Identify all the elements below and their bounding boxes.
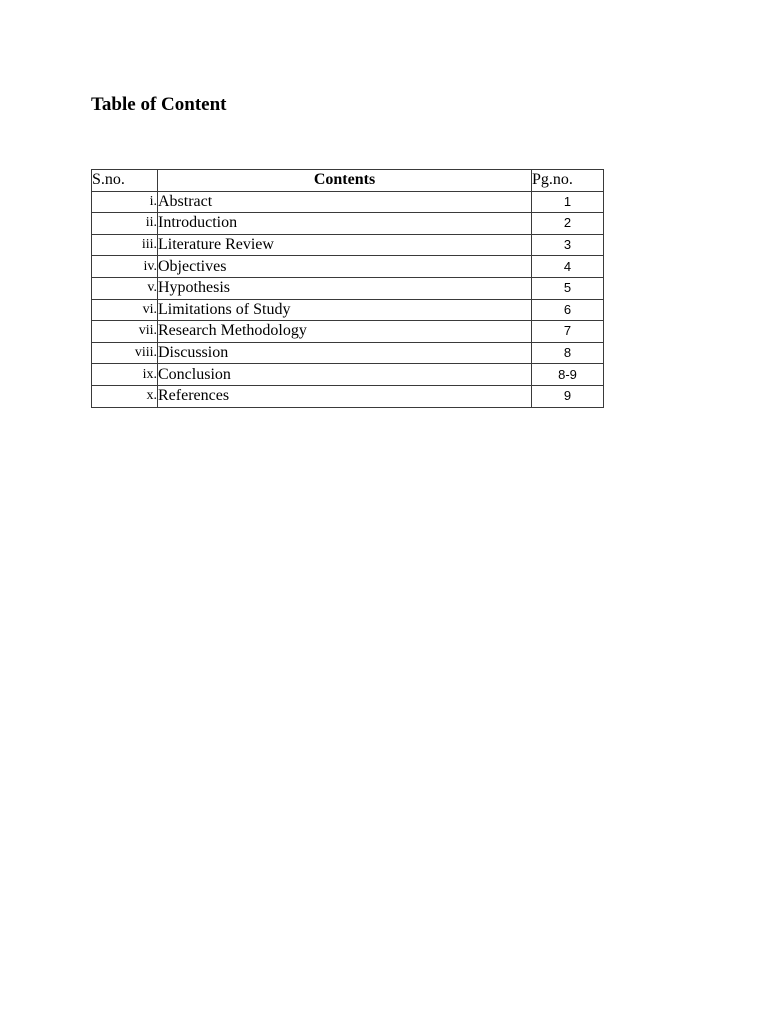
row-page: 2 [532, 213, 604, 235]
table-row [92, 299, 604, 321]
row-page: 7 [532, 321, 604, 343]
row-sno: iii. [92, 234, 158, 256]
table-row [92, 191, 604, 213]
row-sno: i. [92, 191, 158, 213]
row-content: Limitations of Study [158, 299, 532, 321]
row-content: References [158, 385, 532, 407]
row-content: Hypothesis [158, 277, 532, 299]
row-content: Objectives [158, 256, 532, 278]
row-sno: v. [92, 277, 158, 299]
row-content: Discussion [158, 342, 532, 364]
row-sno: ix. [92, 364, 158, 386]
page-title: Table of Content [91, 94, 227, 115]
table-row [92, 342, 604, 364]
row-content: Abstract [158, 191, 532, 213]
row-content: Research Methodology [158, 321, 532, 343]
table-row [92, 364, 604, 386]
table-of-contents [91, 169, 604, 408]
row-content: Conclusion [158, 364, 532, 386]
table-header-row [92, 170, 604, 192]
row-sno: vii. [92, 321, 158, 343]
row-page: 8 [532, 342, 604, 364]
row-page: 5 [532, 277, 604, 299]
column-header-sno: S.no. [92, 170, 158, 192]
table-row [92, 234, 604, 256]
row-content: Introduction [158, 213, 532, 235]
row-sno: vi. [92, 299, 158, 321]
table-row [92, 256, 604, 278]
table-row [92, 385, 604, 407]
column-header-page: Pg.no. [532, 170, 604, 192]
row-page: 8-9 [532, 364, 604, 386]
table-row [92, 213, 604, 235]
row-sno: x. [92, 385, 158, 407]
row-sno: viii. [92, 342, 158, 364]
row-sno: iv. [92, 256, 158, 278]
row-page: 1 [532, 191, 604, 213]
row-page: 4 [532, 256, 604, 278]
row-sno: ii. [92, 213, 158, 235]
row-page: 6 [532, 299, 604, 321]
row-page: 3 [532, 234, 604, 256]
row-content: Literature Review [158, 234, 532, 256]
column-header-contents: Contents [158, 170, 532, 192]
table-row [92, 277, 604, 299]
table-row [92, 321, 604, 343]
row-page: 9 [532, 385, 604, 407]
